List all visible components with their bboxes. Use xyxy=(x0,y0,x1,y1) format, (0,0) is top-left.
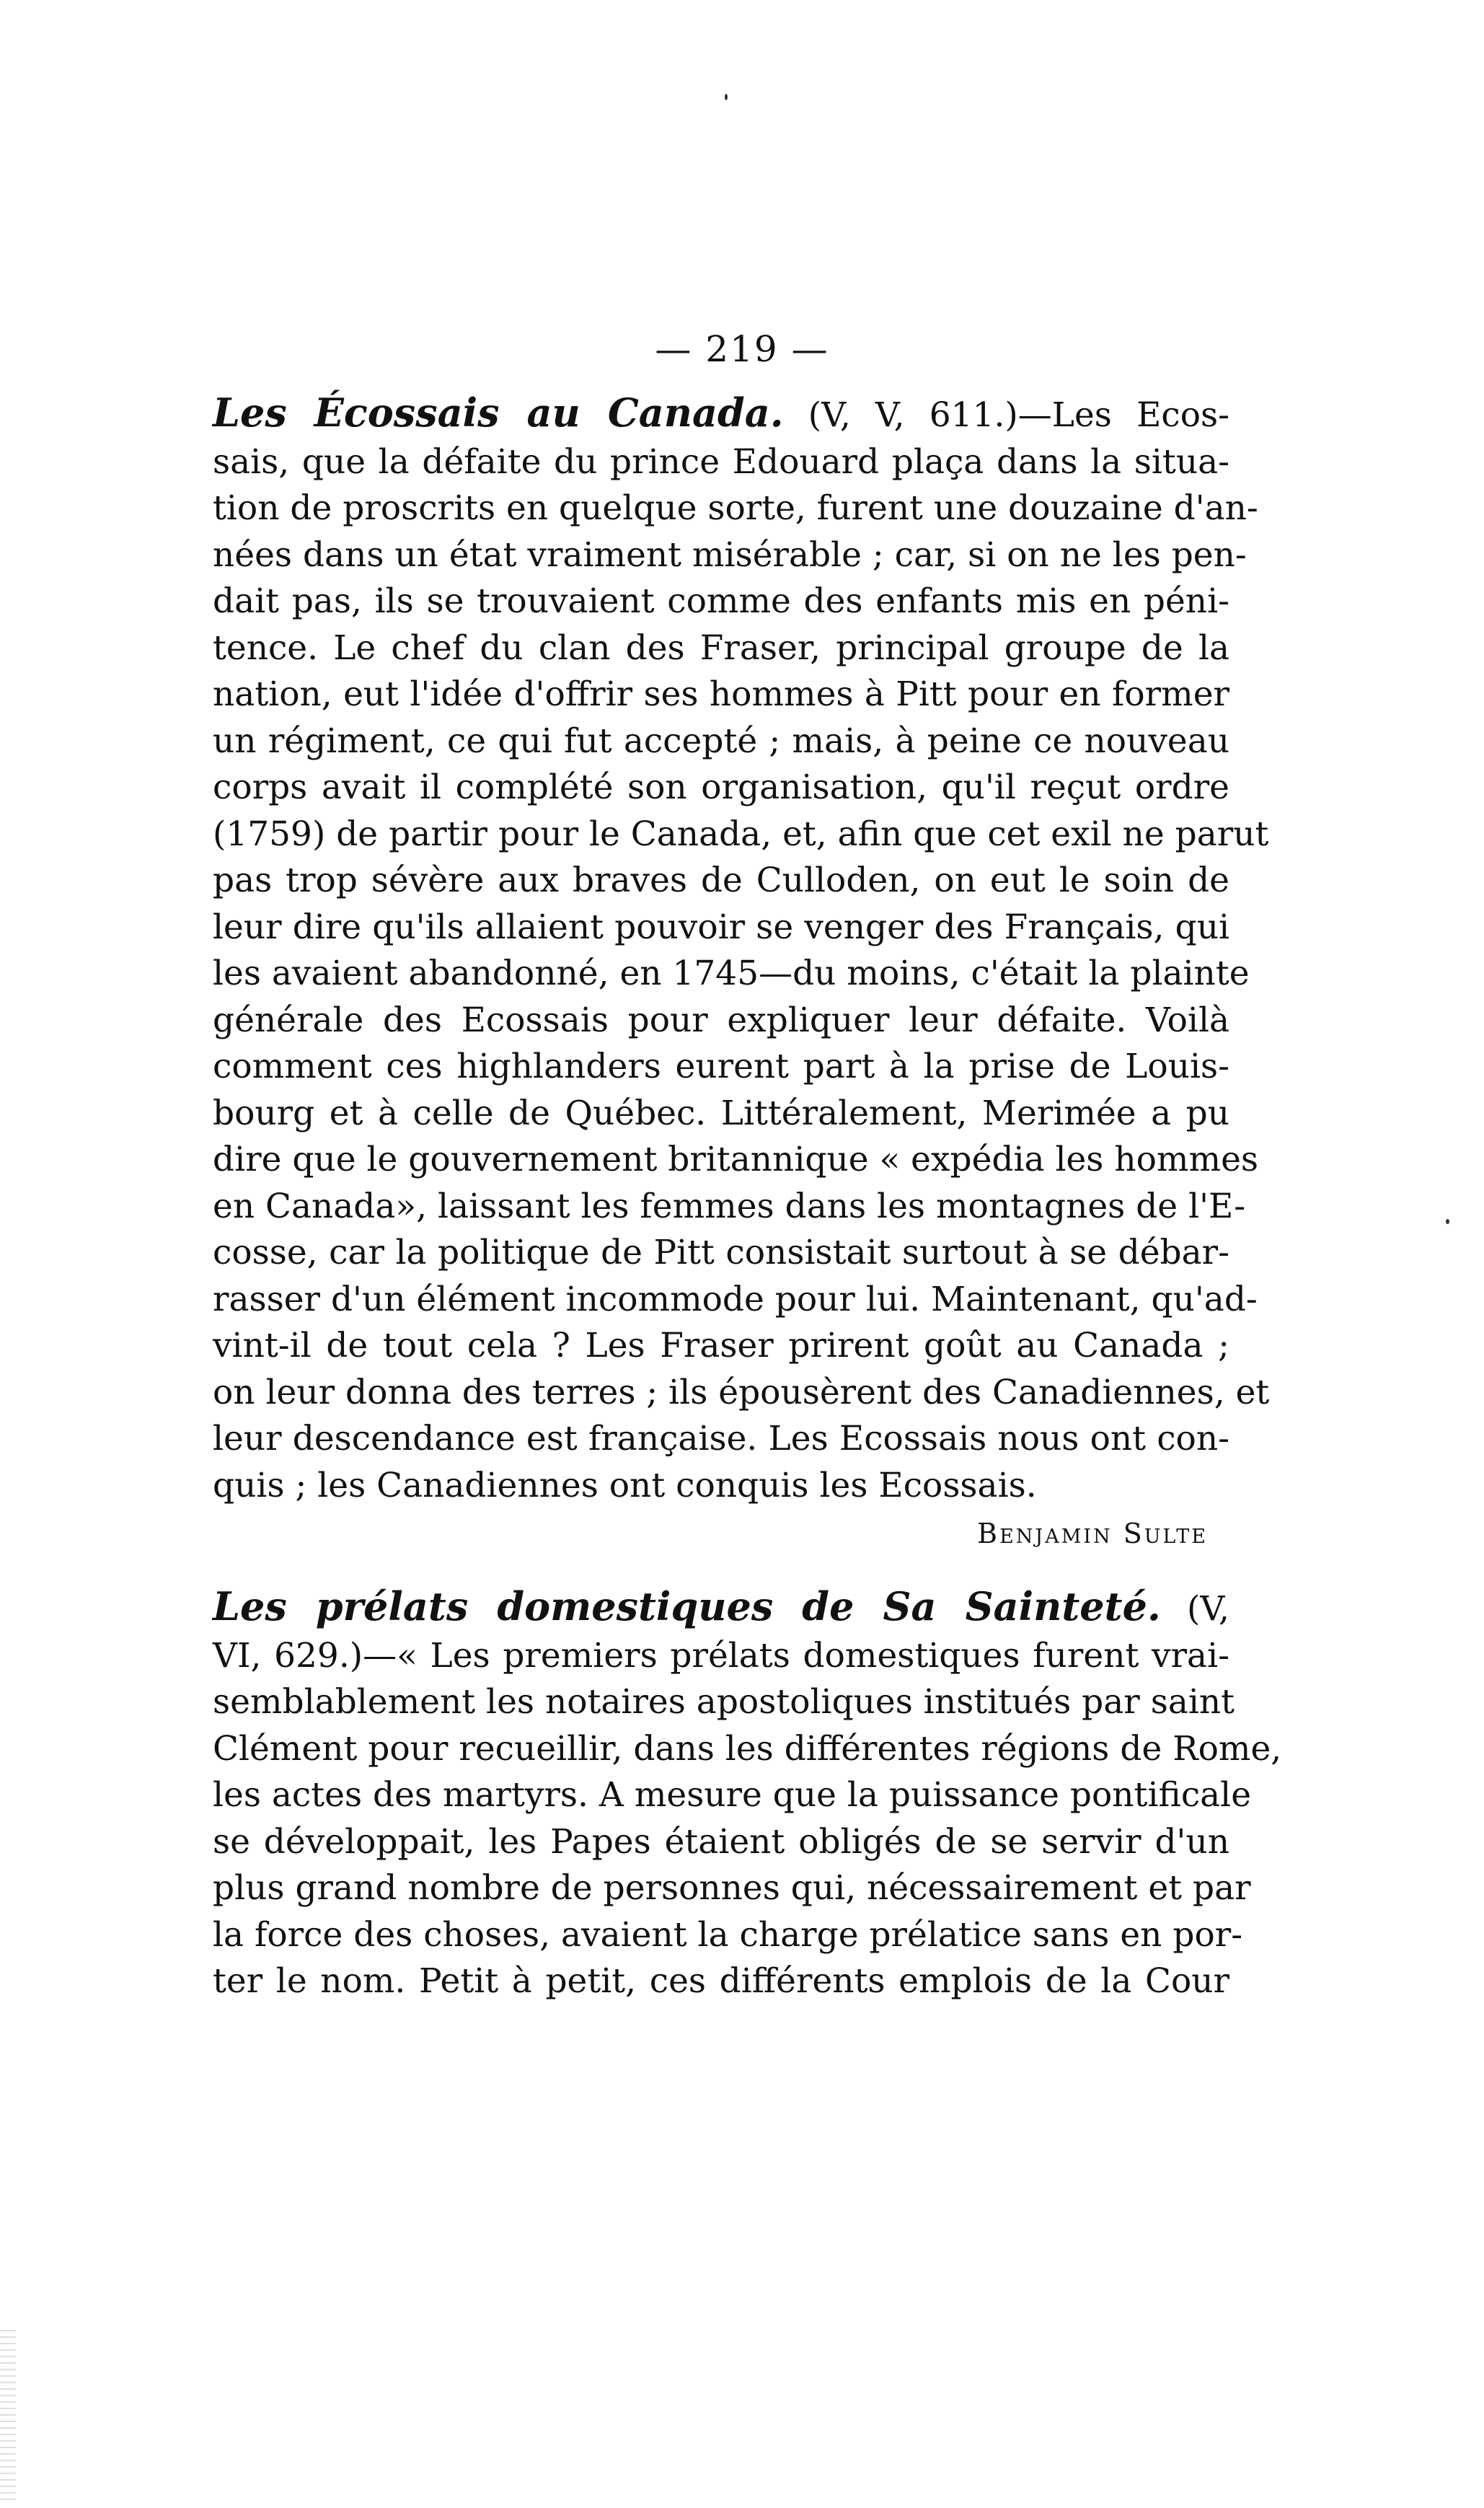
text-line: Clément pour recueillir, dans les différentes régions de Rome, xyxy=(213,1728,1282,1769)
page-number: — 219 — xyxy=(655,328,829,370)
text-line: semblablement les notaires apostoliques institués par saint xyxy=(213,1682,1235,1722)
text-line: bourg et à celle de Québec. Littéralement, Merimée a pu xyxy=(213,1093,1229,1133)
text-line: sais, que la défaite du prince Edouard plaça dans la situa- xyxy=(213,441,1229,482)
text-line: comment ces highlanders eurent part à la prise de Louis- xyxy=(213,1047,1229,1086)
text-line: leur descendance est française. Les Ecossais nous ont con- xyxy=(213,1419,1229,1458)
article-heading-line xyxy=(213,390,1229,439)
text-line: quis ; les Canadiennes ont conquis les Ecossais. xyxy=(213,1465,1037,1505)
text-line: nées dans un état vraiment misérable ; car, si on ne les pen- xyxy=(213,534,1247,575)
article-reference: (V, V, 611.)—Les Ecos- xyxy=(783,395,1229,435)
text-line: corps avait il complété son organisation, qu'il reçut ordre xyxy=(213,767,1229,807)
scan-edge-noise xyxy=(0,2330,16,2503)
text-line: les avaient abandonné, en 1745—du moins, c'était la plainte xyxy=(213,954,1250,993)
print-speck xyxy=(725,94,728,100)
text-line: cosse, car la politique de Pitt consistait surtout à se débar- xyxy=(213,1233,1229,1272)
text-line: en Canada», laissant les femmes dans les montagnes de l'E- xyxy=(213,1186,1246,1226)
article-reference: (V, xyxy=(1160,1589,1229,1629)
text-line: les actes des martyrs. A mesure que la puissance pontificale xyxy=(213,1775,1252,1815)
text-line: plus grand nombre de personnes qui, nécessairement et par xyxy=(213,1868,1251,1908)
text-line: se développait, les Papes étaient obligés de se servir d'un xyxy=(213,1821,1229,1862)
text-line: dire que le gouvernement britannique « expédia les hommes xyxy=(213,1140,1259,1179)
article-heading-line xyxy=(213,1583,1229,1633)
article-title: Les Écossais au Canada. xyxy=(213,390,784,436)
text-line: tence. Le chef du clan des Fraser, principal groupe de la xyxy=(213,628,1229,668)
text-line: leur dire qu'ils allaient pouvoir se venger des Français, qui xyxy=(213,907,1229,947)
text-line: la force des choses, avaient la charge prélatice sans en por- xyxy=(213,1914,1243,1955)
text-line: VI, 629.)—« Les premiers prélats domestiques furent vrai- xyxy=(213,1635,1229,1676)
text-line: ter le nom. Petit à petit, ces différents emplois de la Cour xyxy=(213,1961,1229,2001)
print-speck xyxy=(1446,1219,1449,1224)
text-line: rasser d'un élément incommode pour lui. Maintenant, qu'ad- xyxy=(213,1279,1258,1319)
article-title: Les prélats domestiques de Sa Sainteté. xyxy=(213,1583,1161,1629)
article-prelats xyxy=(213,1583,1282,2005)
text-line: pas trop sévère aux braves de Culloden, on eut le soin de xyxy=(213,861,1229,900)
text-line: générale des Ecossais pour expliquer leur défaite. Voilà xyxy=(213,1000,1229,1040)
text-line: un régiment, ce qui fut accepté ; mais, à peine ce nouveau xyxy=(213,721,1229,761)
text-line: tion de proscrits en quelque sorte, furent une douzaine d'an- xyxy=(213,488,1258,528)
text-line: vint-il de tout cela ? Les Fraser prirent goût au Canada ; xyxy=(213,1326,1229,1365)
text-line: on leur donna des terres ; ils épousèrent des Canadiennes, et xyxy=(213,1372,1270,1412)
text-line: (1759) de partir pour le Canada, et, afin que cet exil ne parut xyxy=(213,814,1269,854)
text-line: nation, eut l'idée d'offrir ses hommes à Pitt pour en former xyxy=(213,674,1229,714)
author-signature: Benjamin Sulte xyxy=(977,1518,1208,1549)
text-line: dait pas, ils se trouvaient comme des enfants mis en péni- xyxy=(213,581,1229,621)
article-ecossais xyxy=(213,390,1270,1557)
